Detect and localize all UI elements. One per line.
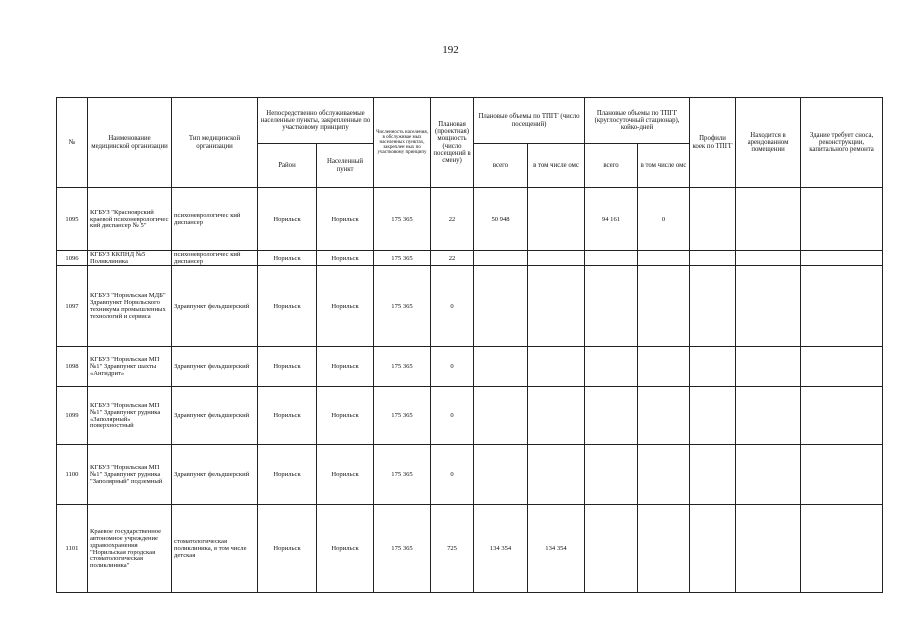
cell-visits-oms (528, 445, 585, 505)
cell-bed-profiles (690, 387, 736, 445)
cell-visits-oms (528, 188, 585, 251)
cell-org-type: Здравпункт фельдшерский (172, 266, 258, 347)
cell-bed-profiles (690, 251, 736, 266)
cell-visits-oms: 134 354 (528, 505, 585, 593)
cell-num: 1095 (57, 188, 88, 251)
cell-rented (736, 347, 801, 387)
cell-beds-oms (638, 347, 690, 387)
cell-renovation (801, 251, 883, 266)
cell-num: 1098 (57, 347, 88, 387)
cell-beds-oms (638, 266, 690, 347)
cell-org-type: Здравпункт фельдшерский (172, 445, 258, 505)
cell-visits-total (474, 387, 528, 445)
cell-org-type: Здравпункт фельдшерский (172, 347, 258, 387)
cell-visits-oms (528, 347, 585, 387)
cell-population: 175 365 (374, 266, 431, 347)
cell-visits-oms (528, 387, 585, 445)
cell-beds-oms: 0 (638, 188, 690, 251)
cell-capacity: 0 (431, 445, 474, 505)
cell-visits-total (474, 445, 528, 505)
header-served-settlements: Непосредственно обслуживаемые населенные пункты, закрепленные по участковому принципу (258, 98, 374, 144)
table-row (57, 188, 883, 251)
header-beds-total: всего (585, 144, 638, 188)
cell-num: 1100 (57, 445, 88, 505)
cell-renovation (801, 188, 883, 251)
header-rented-premises: Находится в арендованном помещении (736, 98, 801, 188)
header-district: Район (258, 144, 317, 188)
cell-beds-total (585, 387, 638, 445)
cell-visits-total: 50 948 (474, 188, 528, 251)
cell-bed-profiles (690, 347, 736, 387)
cell-beds-total (585, 251, 638, 266)
cell-settlement: Норильск (317, 251, 374, 266)
cell-population: 175 365 (374, 251, 431, 266)
cell-rented (736, 188, 801, 251)
table-row (57, 251, 883, 266)
cell-bed-profiles (690, 505, 736, 593)
cell-num: 1101 (57, 505, 88, 593)
cell-capacity: 22 (431, 251, 474, 266)
cell-capacity: 0 (431, 266, 474, 347)
cell-num: 1097 (57, 266, 88, 347)
cell-beds-total: 94 161 (585, 188, 638, 251)
header-settlement: Населенный пункт (317, 144, 374, 188)
cell-num: 1099 (57, 387, 88, 445)
cell-org-name: КГБУЗ "Норильская МДБ" Здравпункт Норильского техникума промышленных технологий и сервиса (88, 266, 172, 347)
cell-district: Норильск (258, 251, 317, 266)
cell-beds-oms (638, 505, 690, 593)
cell-org-name: Краевое государственное автономное учреждение здравоохранения "Норильская городская стоматологическая поликлиника" (88, 505, 172, 593)
cell-settlement: Норильск (317, 505, 374, 593)
header-beds-volume: Плановые объемы по ТПГГ (круглосуточный стационар), койко-дней (585, 98, 690, 144)
cell-org-type: Здравпункт фельдшерский (172, 387, 258, 445)
cell-beds-total (585, 347, 638, 387)
cell-beds-oms (638, 445, 690, 505)
cell-population: 175 365 (374, 347, 431, 387)
organizations-table (56, 97, 883, 593)
cell-rented (736, 251, 801, 266)
cell-visits-total (474, 251, 528, 266)
cell-renovation (801, 347, 883, 387)
cell-rented (736, 505, 801, 593)
header-type: Тип медицинской организации (172, 98, 258, 188)
cell-population: 175 365 (374, 188, 431, 251)
header-bed-profiles: Профили коек по ТПГГ (690, 98, 736, 188)
cell-visits-total (474, 347, 528, 387)
cell-district: Норильск (258, 505, 317, 593)
cell-beds-oms (638, 387, 690, 445)
cell-renovation (801, 387, 883, 445)
cell-renovation (801, 266, 883, 347)
table-row (57, 505, 883, 593)
cell-population: 175 365 (374, 445, 431, 505)
cell-district: Норильск (258, 266, 317, 347)
cell-org-type: психоневрологичес кий диспансер (172, 251, 258, 266)
header-name: Наименование медицинской организации (88, 98, 172, 188)
cell-beds-total (585, 266, 638, 347)
cell-bed-profiles (690, 445, 736, 505)
cell-org-name: КГБУЗ "Норильская МП №1" Здравпункт рудника «Заполярный» поверхностный (88, 387, 172, 445)
cell-visits-oms (528, 266, 585, 347)
cell-num: 1096 (57, 251, 88, 266)
cell-settlement: Норильск (317, 266, 374, 347)
cell-capacity: 0 (431, 387, 474, 445)
cell-settlement: Норильск (317, 188, 374, 251)
cell-district: Норильск (258, 445, 317, 505)
cell-capacity: 725 (431, 505, 474, 593)
cell-rented (736, 445, 801, 505)
cell-visits-total: 134 354 (474, 505, 528, 593)
cell-district: Норильск (258, 188, 317, 251)
cell-org-type: стоматологическая поликлиника, в том числе детская (172, 505, 258, 593)
cell-settlement: Норильск (317, 445, 374, 505)
header-beds-oms: в том числе омс (638, 144, 690, 188)
cell-visits-oms (528, 251, 585, 266)
cell-beds-total (585, 505, 638, 593)
cell-capacity: 0 (431, 347, 474, 387)
cell-renovation (801, 445, 883, 505)
header-visits-total: всего (474, 144, 528, 188)
cell-beds-total (585, 445, 638, 505)
table-row (57, 266, 883, 347)
cell-rented (736, 266, 801, 347)
table-body (57, 188, 883, 593)
cell-district: Норильск (258, 387, 317, 445)
cell-settlement: Норильск (317, 387, 374, 445)
cell-bed-profiles (690, 266, 736, 347)
header-capacity: Плановая (проектная) мощность (число посещений в смену) (431, 98, 474, 188)
cell-org-name: КГБУЗ ККПНД №5 Поликлиника (88, 251, 172, 266)
header-visits-volume: Плановые объемы по ТПГГ (число посещений) (474, 98, 585, 144)
page-number: 192 (442, 44, 459, 56)
cell-capacity: 22 (431, 188, 474, 251)
table-row (57, 387, 883, 445)
header-visits-oms: в том числе омс (528, 144, 585, 188)
cell-org-name: КГБУЗ "Красноярский краевой психоневрологичес кий диспансер № 5" (88, 188, 172, 251)
cell-population: 175 365 (374, 387, 431, 445)
cell-visits-total (474, 266, 528, 347)
cell-org-type: психоневрологичес кий диспансер (172, 188, 258, 251)
header-population: Численность населения, в обслуживае мых населенных пунктах, закреплен ных по участковому принципу (374, 98, 431, 188)
cell-rented (736, 387, 801, 445)
table-header (57, 98, 883, 188)
header-renovation: Здание требует сноса, реконструкции, капитального ремонта (801, 98, 883, 188)
cell-beds-oms (638, 251, 690, 266)
cell-org-name: КГБУЗ "Норильская МП №1" Здравпункт рудника "Заполярный" подземный (88, 445, 172, 505)
cell-settlement: Норильск (317, 347, 374, 387)
table-row (57, 445, 883, 505)
cell-org-name: КГБУЗ "Норильская МП №1" Здравпункт шахты «Ангидрит» (88, 347, 172, 387)
cell-district: Норильск (258, 347, 317, 387)
cell-population: 175 365 (374, 505, 431, 593)
cell-renovation (801, 505, 883, 593)
table-row (57, 347, 883, 387)
cell-bed-profiles (690, 188, 736, 251)
header-num: № (57, 98, 88, 188)
